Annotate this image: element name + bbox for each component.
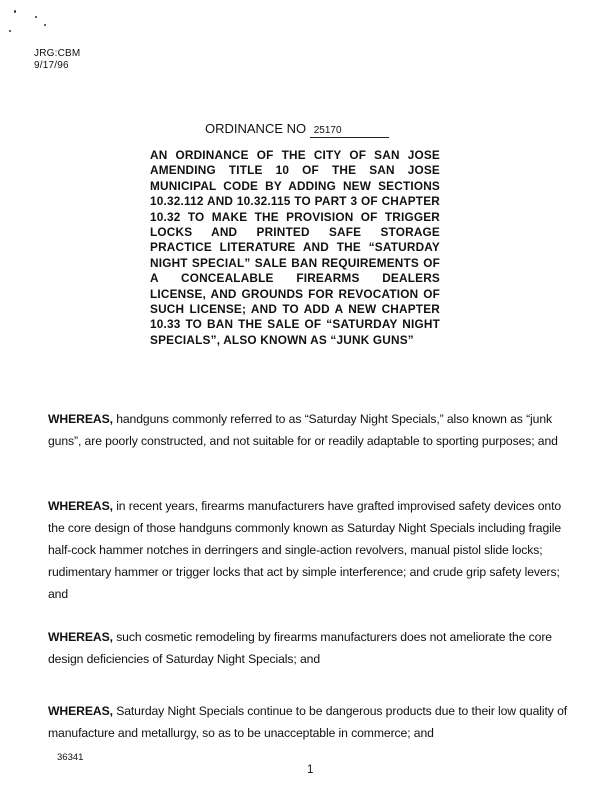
recital-text: Saturday Night Specials continue to be dangerous products due to their low quality of manufacture and metallurgy, so as to be unacceptable in commerce; and xyxy=(48,704,568,741)
scan-speck xyxy=(35,16,37,18)
draft-date: 9/17/96 xyxy=(34,60,69,71)
recital-text: such cosmetic remodeling by firearms manufacturers does not ameliorate the core design deficiencies of Saturday Night Specials; and xyxy=(48,630,552,667)
author-initials: JRG:CBM xyxy=(34,48,81,59)
recital-paragraph xyxy=(48,626,568,670)
scan-speck xyxy=(44,24,46,26)
recital-text: handguns commonly referred to as “Saturday Night Specials,” also known as “junk guns”, are poorly constructed, and not suitable for or readily adaptable to sporting purposes; and xyxy=(48,412,558,449)
document-code: 36341 xyxy=(57,752,84,763)
recital-keyword: WHEREAS, xyxy=(48,704,113,719)
ordinance-caption: AN ORDINANCE OF THE CITY OF SAN JOSE AMENDING TITLE 10 OF THE SAN JOSE MUNICIPAL CODE BY ADDING NEW SECTIONS 10.32.112 AND 10.32.115 TO PART 3 OF CHAPTER 10.32 TO MAKE THE PROVISION OF TRIGGER LOCKS AND PRINTED SAFE STORAGE PRACTICE LITERATURE AND THE “SATURDAY NIGHT SPECIAL” SALE BAN REQUIREMENTS OF A CONCEALABLE FIREARMS DEALERS LICENSE, AND GROUNDS FOR REVOCATION OF SUCH LICENSE; AND TO ADD A NEW CHAPTER 10.33 TO BAN THE SALE OF “SATURDAY NIGHT SPECIALS”, ALSO KNOWN AS “JUNK GUNS” xyxy=(150,148,440,347)
recital-text: in recent years, firearms manufacturers have grafted improvised safety devices onto the core design of those handguns commonly known as Saturday Night Specials including fragile half-cock hammer notches in derringers and single-action revolvers, manual pistol slide locks; rudimentary hammer or trigger locks that act by simple interference; and crude grip safety levers; and xyxy=(48,499,562,602)
page-number: 1 xyxy=(307,764,314,776)
scan-speck xyxy=(14,10,16,13)
ordinance-number: 25170 xyxy=(310,125,389,138)
scan-speck xyxy=(9,30,11,32)
ordinance-title xyxy=(205,121,389,138)
recital-paragraph xyxy=(48,408,568,452)
recital-keyword: WHEREAS, xyxy=(48,499,113,514)
recital-keyword: WHEREAS, xyxy=(48,630,113,645)
recital-paragraph xyxy=(48,700,568,744)
recital-paragraph xyxy=(48,495,568,605)
recital-keyword: WHEREAS, xyxy=(48,412,113,427)
ordinance-title-label: ORDINANCE NO xyxy=(205,121,307,136)
